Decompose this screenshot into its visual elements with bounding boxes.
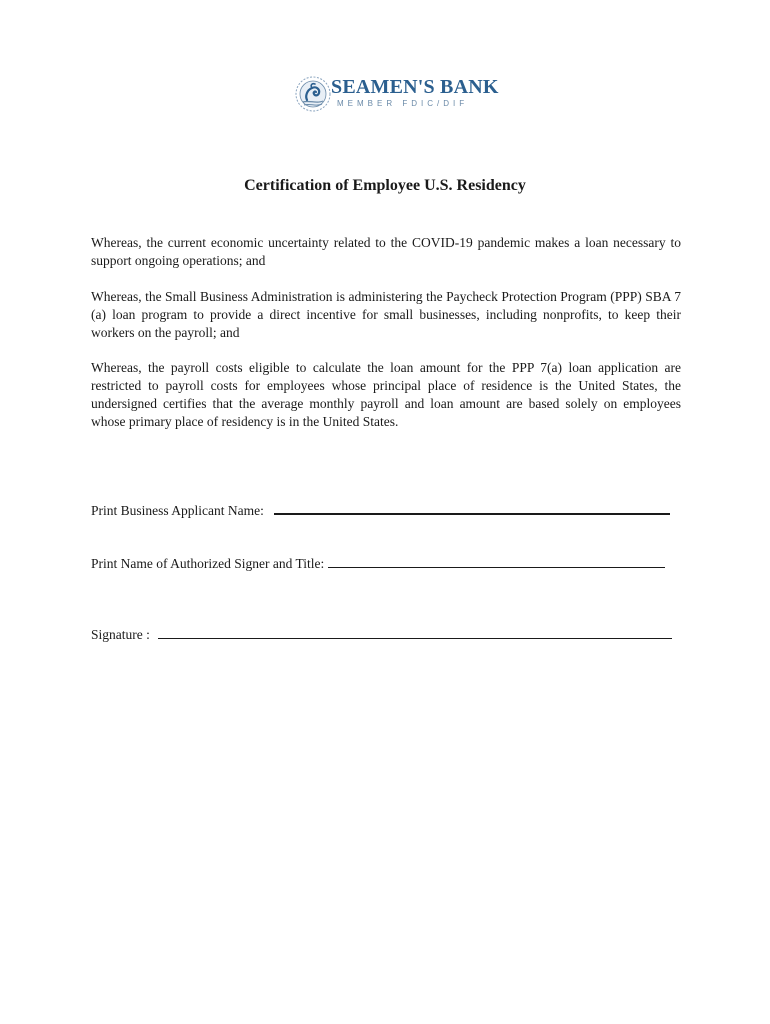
bank-name: SEAMEN'S BANK — [331, 76, 499, 98]
business-name-field — [91, 501, 670, 519]
signer-input-line[interactable] — [328, 555, 665, 568]
business-name-input-line[interactable] — [274, 501, 670, 515]
seahorse-emblem-icon — [293, 74, 333, 114]
paragraph-residency: Whereas, the payroll costs eligible to calculate the loan amount for the PPP 7(a) loan application are restricted to payroll costs for employees whose principal place of residence is the United States, the undersigned certifies that the average monthly payroll and loan amount are based solely on employees whose primary place of residency is in the United States. — [91, 360, 681, 429]
signature-label: Signature : — [91, 627, 150, 642]
bank-tagline: MEMBER FDIC/DIF — [337, 99, 469, 108]
business-name-label: Print Business Applicant Name: — [91, 503, 264, 518]
paragraph-sba: Whereas, the Small Business Administration is administering the Paycheck Protection Program (PPP) SBA 7 (a) loan program to provide a direct incentive for small businesses, including nonprofits, to keep their workers on the payroll; and — [91, 289, 681, 340]
signer-label: Print Name of Authorized Signer and Title: — [91, 556, 325, 571]
signature-field — [91, 626, 672, 643]
paragraph-covid: Whereas, the current economic uncertainty related to the COVID-19 pandemic makes a loan necessary to support ongoing operations; and — [91, 235, 681, 268]
signature-input-line[interactable] — [158, 626, 672, 639]
signer-field — [91, 555, 665, 572]
bank-logo — [293, 72, 499, 116]
document-title: Certification of Employee U.S. Residency — [244, 177, 526, 194]
